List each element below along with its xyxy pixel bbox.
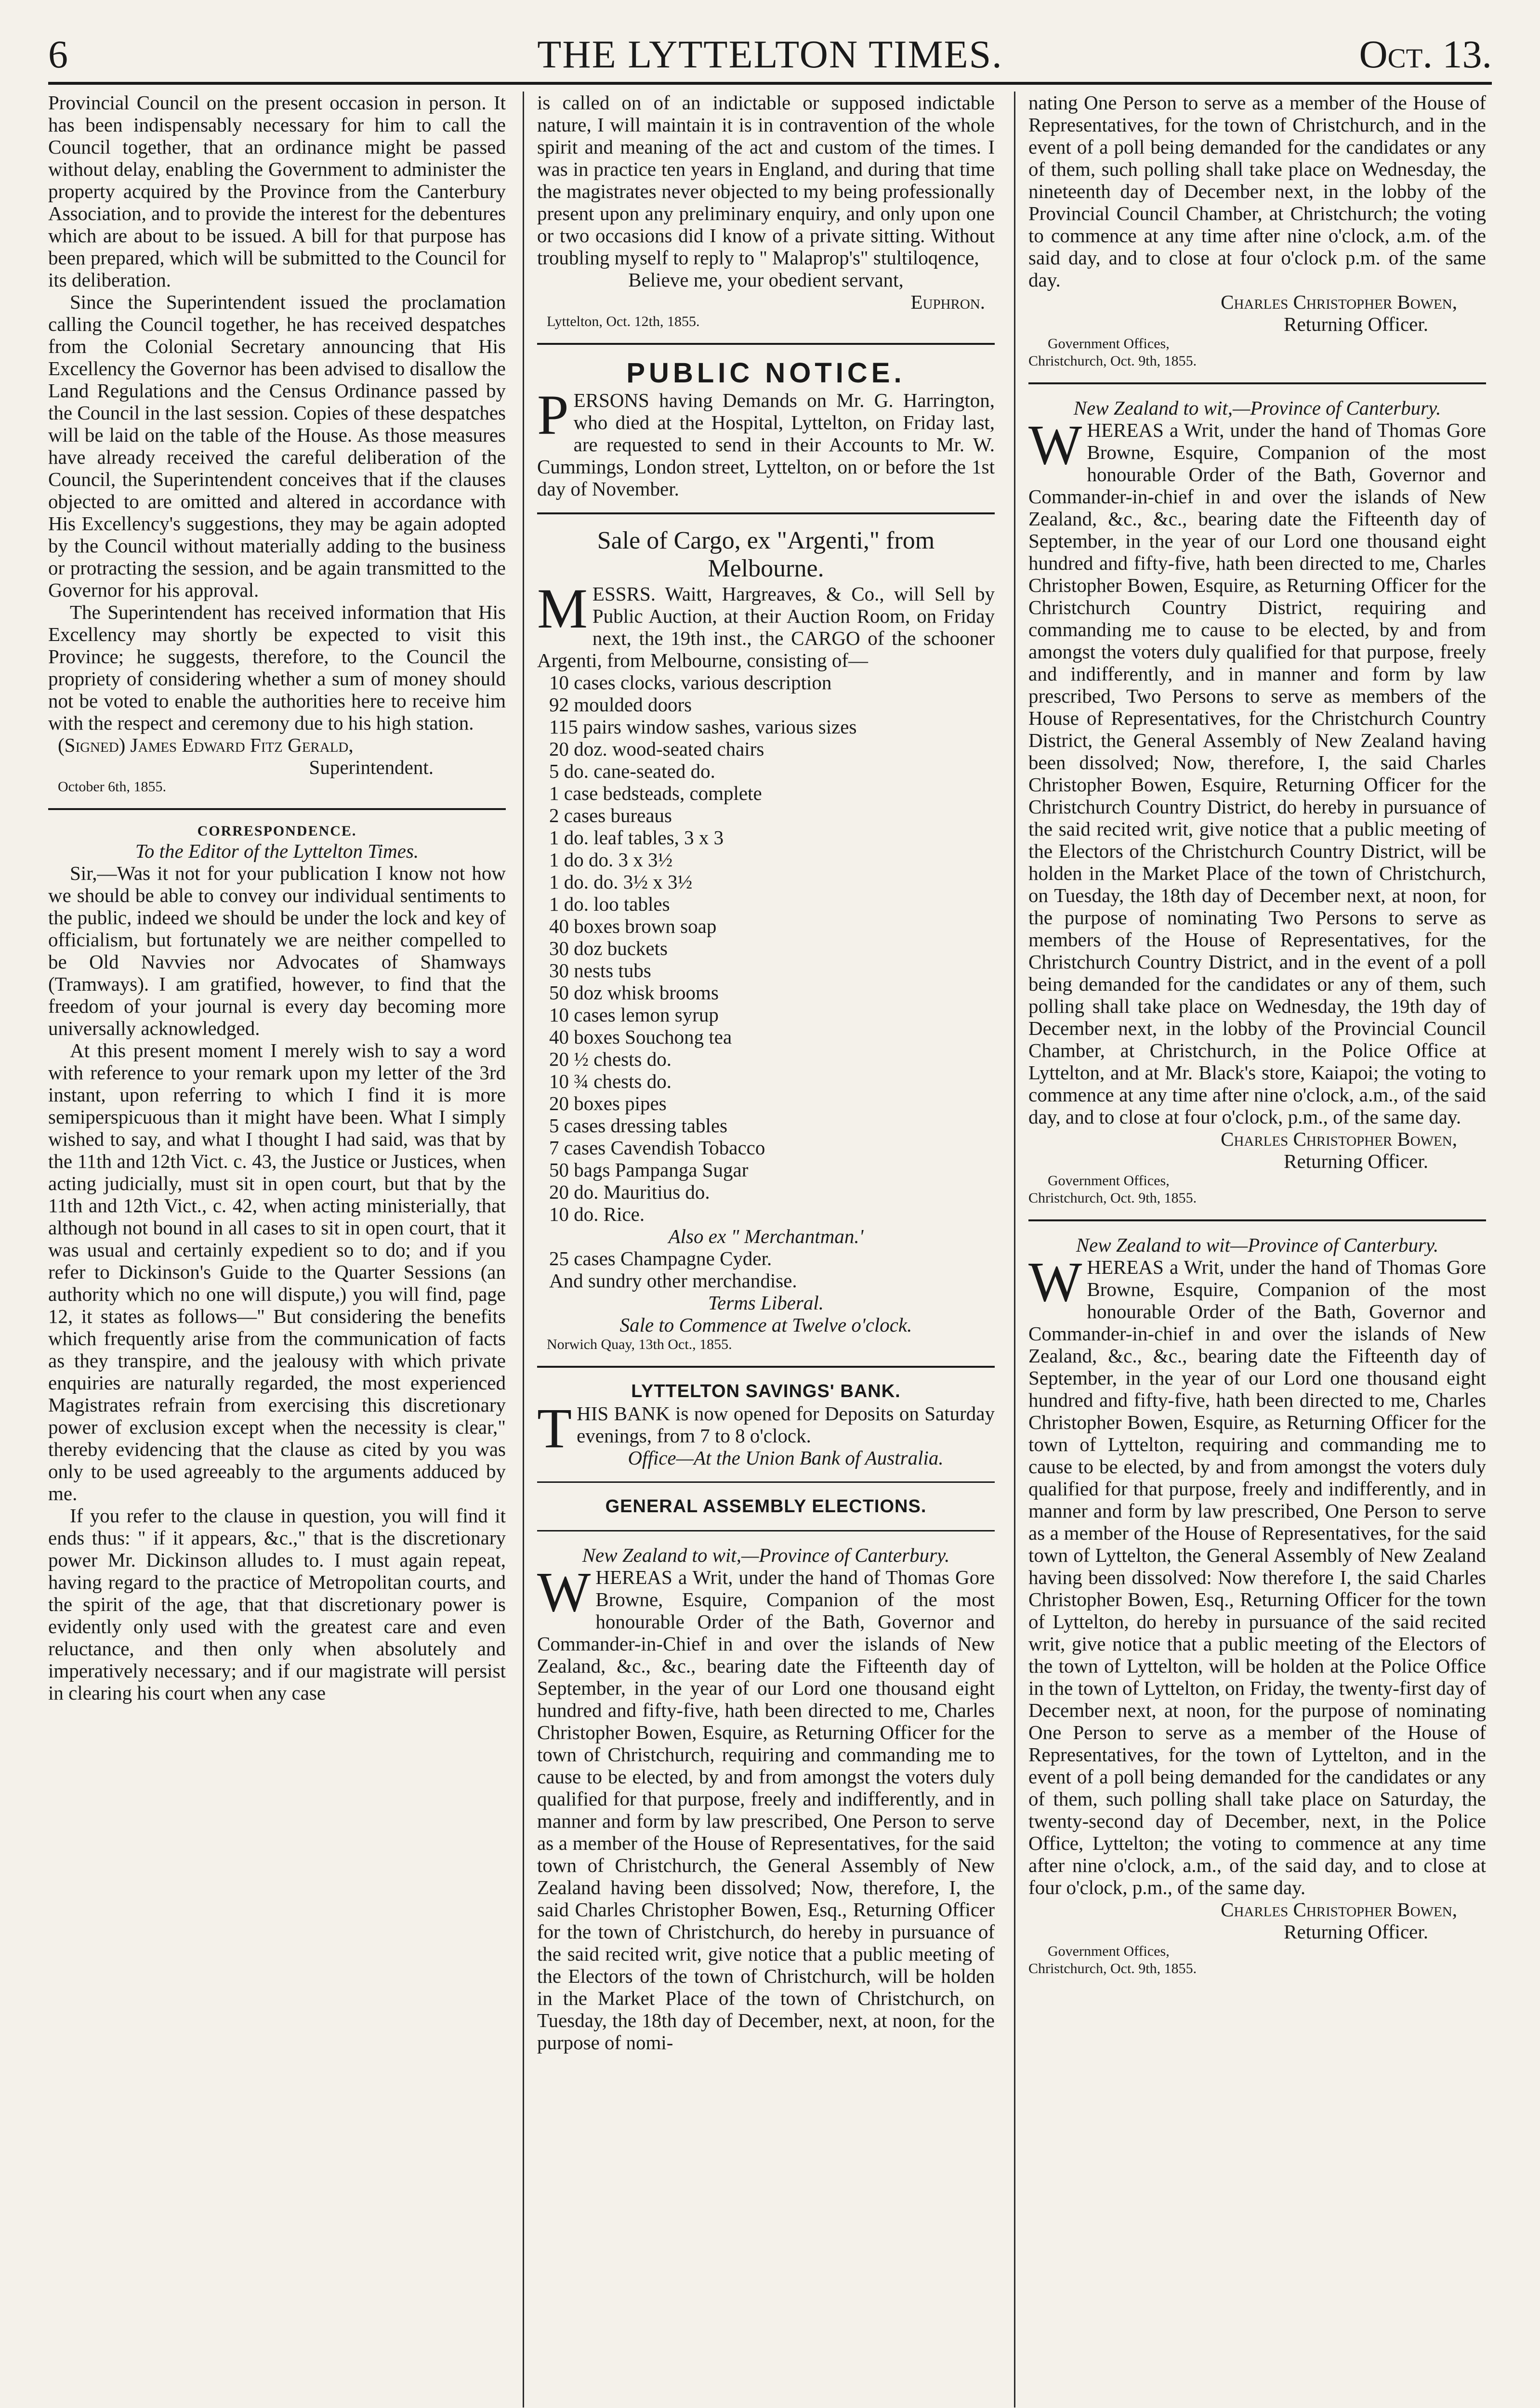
also-list — [537, 1247, 995, 1292]
section-rule — [48, 808, 506, 810]
office-line: Government Offices, — [1048, 336, 1170, 352]
list-item: 1 do. leaf tables, 3 x 3 — [549, 826, 724, 849]
sale-body: MESSRS. Waitt, Hargreaves, & Co., will Sell by Public Auction, at their Auction Room, on Friday next, the 19th inst., the CARGO of the schooner Argenti, from Melbourne, consisting of— — [537, 577, 995, 671]
section-rule — [537, 343, 995, 345]
drop-cap: P — [537, 383, 569, 446]
signature-title: Returning Officer. — [1284, 1150, 1428, 1172]
drop-cap: M — [537, 577, 588, 640]
list-item: 10 cases lemon syrup — [549, 1004, 719, 1026]
dateline: Christchurch, Oct. 9th, 1855. — [1028, 1961, 1197, 1976]
signature: (Signed) James Edward Fitz Gerald, — [58, 734, 354, 756]
elections-heading: GENERAL ASSEMBLY ELECTIONS. — [605, 1496, 927, 1517]
list-item: 20 do. Mauritius do. — [549, 1181, 710, 1203]
bank-heading: LYTTELTON SAVINGS' BANK. — [631, 1381, 901, 1401]
letter-paragraph: At this present moment I merely wish to say a word with reference to your remark upon my letter of the 3rd instant, upon referring to which I find it is more semiperspicuous than it might have been. What I simply wished to say, and what I thought I had said, was that by the 11th and 12th Vict. c. 43, the Justice or Justices, when acting judicially, must sit in open court, but that by the 11th and 12th Vict., c. 42, when acting ministerially, that although not bound in all cases to sit in open court, that it was usual and certainly expedient so to do; and if you refer to Dickinson's Guide to the Quarter Sessions (an authority which no one will dispute,) you will find, page 12, it states as follows—" But considering the benefits which frequently arise from the communication of facts as they transpire, and the jealousy with which private enquiries are naturally regarded, the most experienced Magistrates refrain from exercising this discretionary power of exclusion except when the necessity is clear," thereby evidencing that the clause as cited by you was only to be used agreeably to the arguments adduced by me. — [48, 1039, 506, 1505]
list-item: 2 cases bureaus — [549, 804, 672, 826]
list-item: 30 doz buckets — [549, 937, 668, 959]
writ-body: nating One Person to serve as a member of the House of Representatives, for the town of Christchurch, and in the event of a poll being demanded for the candidates or any of them, such polling shall take place on Wednesday, the nineteenth day of December next, in the lobby of the Provincial Council Chamber, at Christchurch; the voting to commence at any time after nine o'clock, a.m. of the said day, and to close at four o'clock p.m. of the same day. — [1028, 92, 1486, 291]
list-item: 92 moulded doors — [549, 694, 692, 716]
writ-body: WHEREAS a Writ, under the hand of Thomas Gore Browne, Esquire, Companion of the most honourable Order of the Bath, Governor and Commander-in-Chief in and over the islands of New Zealand, &c., &c., bearing date the Fifteenth day of September, in the year of our Lord one thousand eight hundred and fifty-five, hath been directed to me, Charles Christopher Bowen, Esquire, as Returning Officer for the town of Christchurch, requiring and commanding me to cause to be elected, by and from amongst the voters duly qualified for that purpose, freely and indifferently, and in manner and form by law prescribed, One Person to serve as a member of the House of Representatives, for the said town of Christchurch, the General Assembly of New Zealand having been dissolved; Now, therefore, I, the said Charles Christopher Bowen, Esq., Returning Officer for the town of Christchurch, do hereby in pursuance of the said recited writ, give notice that a public meeting of the Electors of the town of Christchurch, will be holden in the Market Place of the town of Christchurch, on Tuesday, the 18th day of December, next, at noon, for the purpose of nomi- — [537, 1560, 995, 2054]
dateline: Christchurch, Oct. 9th, 1855. — [1028, 1190, 1197, 1206]
section-rule — [1028, 1219, 1486, 1221]
dateline: Norwich Quay, 13th Oct., 1855. — [547, 1336, 732, 1352]
list-item: 25 cases Champagne Cyder. — [549, 1247, 772, 1269]
list-item: 50 doz whisk brooms — [549, 982, 719, 1004]
office-line: Government Offices, — [1048, 1173, 1170, 1189]
column-divider — [523, 92, 524, 2408]
list-item: 10 do. Rice. — [549, 1203, 645, 1225]
letter-paragraph: is called on of an indictable or supposed indictable nature, I will maintain it is in contravention of the whole spirit and meaning of the act and custom of the times. I was in practice ten years in England, and during that time the magistrates never objected to my being professionally present upon any preliminary enquiry, and only upon one or two occasions did I know of a private sitting. Without troubling myself to reply to " Malaprop's" stultiloqence, — [537, 92, 995, 269]
section-rule — [537, 1530, 995, 1531]
list-item: 1 do. loo tables — [549, 893, 670, 915]
column-3 — [1028, 92, 1486, 1977]
page-number: 6 — [48, 32, 68, 76]
list-item: And sundry other merchandise. — [549, 1269, 797, 1292]
list-item: 1 do do. 3 x 3½ — [549, 849, 673, 871]
list-item: 50 bags Pampanga Sugar — [549, 1159, 749, 1181]
writ-body: WHEREAS a Writ, under the hand of Thomas Gore Browne, Esquire, Companion of the most honourable Order of the Bath, Governor and Commander-in-chief in and over the islands of New Zealand, &c., &c., bearing date the Fifteenth day of September, in the year of our Lord one thousand eight hundred and fifty-five, hath been directed to me, Charles Christopher Bowen, Esquire, as Returning Officer for the Christchurch Country District, requiring and commanding me to cause to be elected, by and from amongst the voters duly qualified for that purpose, freely and indifferently, and in manner and form by law prescribed, Two Persons to serve as members of the House of Representatives, for the Christchurch Country District, the General Assembly of New Zealand having been dissolved; Now, therefore, I, the said Charles Christopher Bowen, Esquire, Returning Officer for the Christchurch Country District, do hereby in pursuance of the said recited writ, give notice that a public meeting of the Electors of the Christchurch Country District, will be holden in the Market Place of the town of Christchurch, on Tuesday, the 18th day of December next, at noon, for the purpose of nominating Two Persons to serve as members of the House of Representatives, for the Christchurch Country District, and in the event of a poll being demanded for the candidates or any of them, such polling shall take place on Wednesday, the 19th day of December next, in the lobby of the Provincial Council Chamber, at Christchurch, in the Police Office at Lyttelton, and at Mr. Black's store, Kaiapoi; the voting to commence at any time after nine o'clock, a.m., of the said day, and to close at four o'clock, p.m., of the same day. — [1028, 413, 1486, 1128]
list-item: 1 do. do. 3½ x 3½ — [549, 871, 693, 893]
writ-heading: New Zealand to wit—Province of Canterbury. — [1076, 1234, 1439, 1256]
writ-heading: New Zealand to wit,—Province of Canterbury. — [582, 1544, 950, 1566]
list-item: 7 cases Cavendish Tobacco — [549, 1137, 765, 1159]
list-item: 20 boxes pipes — [549, 1092, 667, 1114]
dateline: Christchurch, Oct. 9th, 1855. — [1028, 353, 1197, 369]
list-item: 10 cases clocks, various description — [549, 671, 832, 694]
column-divider — [1014, 92, 1015, 2408]
signature-title: Returning Officer. — [1284, 313, 1428, 335]
dateline: October 6th, 1855. — [58, 779, 166, 795]
writ-body: WHEREAS a Writ, under the hand of Thomas Gore Browne, Esquire, Companion of the most honourable Order of the Bath, Governor and Commander-in-chief in and over the islands of New Zealand, &c., &c., bearing date the Fifteenth day of September, in the year of our Lord one thousand eight hundred and fifty-five, hath been directed to me, Charles Christopher Bowen, Esquire, as Returning Officer for the town of Lyttelton, requiring and commanding me to cause to be elected, by and from amongst the voters duly qualified for that purpose, freely and indifferently, and in manner and form by law prescribed, One Person to serve as a member of the House of Representatives, for the said town of Lyttelton, the General Assembly of New Zealand having been dissolved: Now therefore I, the said Charles Christopher Bowen, Esq., Returning Officer for the town of Lyttelton, do hereby in pursuance of the said recited writ, give notice that a public meeting of the Electors of the town of Lyttelton, will be holden at the Police Office in the town of Lyttelton, on Friday, the twenty-first day of December next, at noon, for the purpose of nominating One Person to serve as a member of the House of Representatives, for the town of Lyttelton, and in the event of a poll being demanded for the candidates or any of them, such polling shall take place on Saturday, the twenty-second day of December, next, in the Police Office, Lyttelton; the voting to commence at any time after nine o'clock, a.m., of the said day, and to close at four o'clock, p.m., of the same day. — [1028, 1250, 1486, 1898]
letter-address: To the Editor of the Lyttelton Times. — [135, 840, 419, 862]
section-heading: CORRESPONDENCE. — [197, 823, 357, 839]
bank-office: Office—At the Union Bank of Australia. — [628, 1447, 944, 1469]
signature: Charles Christopher Bowen, — [1221, 1128, 1457, 1150]
dateline: Lyttelton, Oct. 12th, 1855. — [547, 314, 700, 329]
list-item: 1 case bedsteads, complete — [549, 782, 762, 804]
drop-cap: W — [537, 1560, 591, 1623]
notice-heading: PUBLIC NOTICE. — [626, 357, 906, 389]
list-item: 40 boxes brown soap — [549, 915, 717, 937]
list-item: 5 do. cane-seated do. — [549, 760, 715, 782]
column-2 — [537, 92, 995, 2054]
list-item: 30 nests tubs — [549, 959, 651, 982]
office-line: Government Offices, — [1048, 1943, 1170, 1959]
signature: Charles Christopher Bowen, — [1221, 291, 1457, 313]
list-item: 115 pairs window sashes, various sizes — [549, 716, 857, 738]
sale-commence: Sale to Commence at Twelve o'clock. — [619, 1314, 912, 1336]
letter-paragraph: If you refer to the clause in question, you will find it ends thus: " if it appears, &c.," that is the discretionary power Mr. Dickinson alludes to. I must again repeat, having regard to the practice of Metropolitan courts, and the spirit of the age, that that discretionary power is evidently only used with the greatest care and even reluctance, and then only when absolutely and imperatively necessary; and if our magistrate will persist in clearing his court when any case — [48, 1505, 506, 1704]
signature: Charles Christopher Bowen, — [1221, 1898, 1457, 1921]
section-rule — [537, 512, 995, 514]
bank-body: THIS BANK is now opened for Deposits on Saturday evenings, from 7 to 8 o'clock. — [537, 1397, 995, 1460]
signature-title: Returning Officer. — [1284, 1921, 1428, 1943]
writ-heading: New Zealand to wit,—Province of Canterbury. — [1073, 397, 1441, 419]
letter-signer: Euphron. — [910, 291, 985, 313]
council-paragraph: Since the Superintendent issued the proclamation calling the Council together, he has received despatches from the Colonial Secretary announcing that His Excellency the Governor has been advised to disallow the Land Regulations and the Census Ordinance passed by the Council in the last session. Copies of these despatches will be laid on the table of the House. As those measures have already received the careful deliberation of the Council, the Superintendent conceives that if the clauses objected to are omitted and altered in accordance with His Excellency's suggestions, they may be again adopted by the Council without materially adding to the business or protracting the session, and be again transmitted to the Governor for his approval. — [48, 291, 506, 601]
notice-body: PERSONS having Demands on Mr. G. Harrington, who died at the Hospital, Lyttelton, on Friday last, are requested to send in their Accounts to Mr. W. Cummings, London street, Lyttelton, on or before the 1st day of November. — [537, 383, 995, 500]
section-rule — [537, 1366, 995, 1368]
letter-closing: Believe me, your obedient servant, — [628, 269, 904, 291]
cargo-list — [537, 671, 995, 1225]
section-rule — [1028, 382, 1486, 384]
drop-cap: W — [1028, 1250, 1082, 1313]
list-item: 10 ¾ chests do. — [549, 1070, 671, 1092]
signature-title: Superintendent. — [309, 756, 434, 778]
drop-cap: W — [1028, 413, 1082, 476]
list-item: 20 doz. wood-seated chairs — [549, 738, 764, 760]
also-heading: Also ex " Merchantman.' — [668, 1225, 864, 1247]
list-item: 5 cases dressing tables — [549, 1114, 728, 1137]
newspaper-title: THE LYTTELTON TIMES. — [537, 32, 1003, 76]
terms: Terms Liberal. — [708, 1292, 824, 1314]
sale-heading: Sale of Cargo, ex "Argenti," from Melbourne. — [597, 527, 935, 582]
drop-cap: T — [537, 1397, 572, 1460]
masthead — [48, 29, 1492, 85]
council-paragraph: Provincial Council on the present occasion in person. It has been indispensably necessary for him to call the Council together, that an ordinance might be passed without delay, enabling the Government to administer the property acquired by the Province from the Canterbury Association, and to provide the interest for the debentures which are about to be issued. A bill for that purpose has been prepared, which will be submitted to the Council for its deliberation. — [48, 92, 506, 291]
list-item: 40 boxes Souchong tea — [549, 1026, 732, 1048]
section-rule — [537, 1481, 995, 1483]
letter-paragraph: Sir,—Was it not for your publication I know not how we should be able to convey our individual sentiments to the public, indeed we should be under the lock and key of officialism, but fortunately we are neither compelled to be Old Navvies nor Advocates of Shamways (Tramways). I am gratified, however, to find that the freedom of your journal is every day becoming more universally acknowledged. — [48, 862, 506, 1039]
column-1 — [48, 92, 506, 1704]
list-item: 20 ½ chests do. — [549, 1048, 671, 1070]
issue-date: Oct. 13. — [1359, 32, 1492, 76]
council-paragraph: The Superintendent has received information that His Excellency may shortly be expected to visit this Province; he suggests, therefore, to the Council the propriety of considering whether a sum of money should not be voted to enable the authorities here to receive him with the respect and ceremony due to his high station. — [48, 601, 506, 734]
